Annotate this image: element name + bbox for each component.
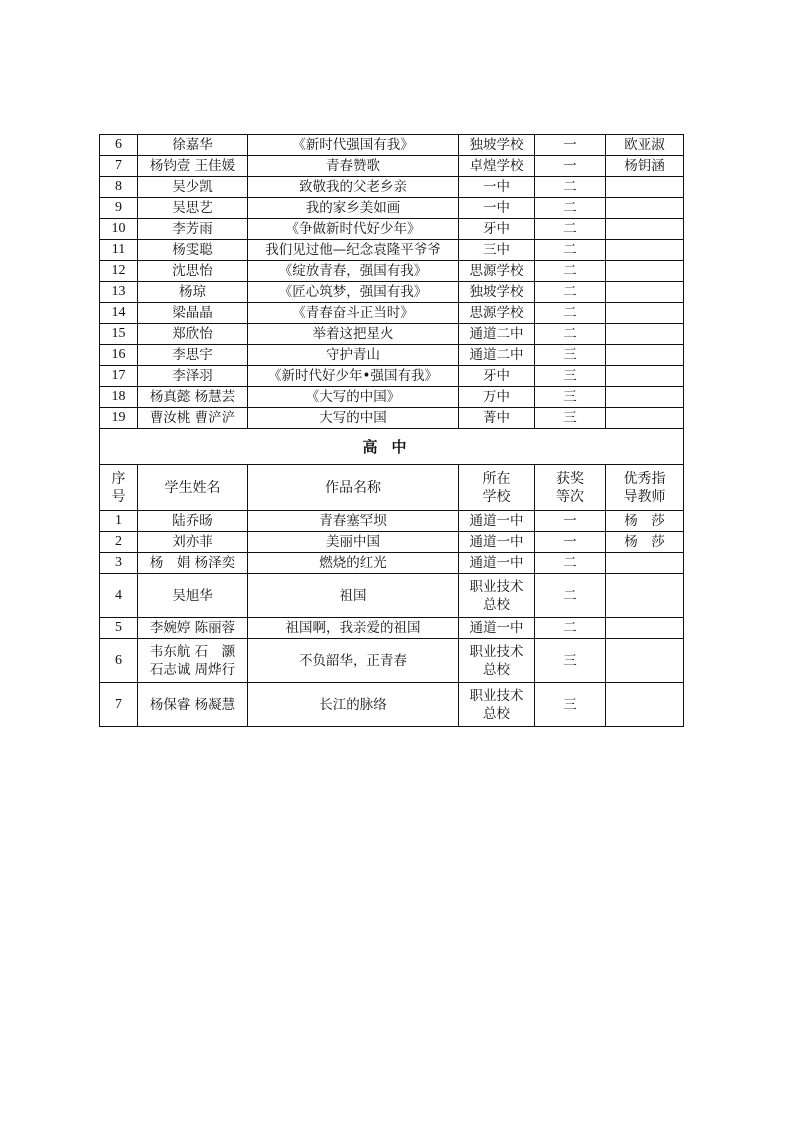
work-title: 我的家乡美如画 [248, 198, 459, 219]
student-name: 杨琼 [138, 282, 248, 303]
school-name: 牙中 [459, 366, 535, 387]
middle-school-rows [100, 135, 684, 429]
work-title: 燃烧的红光 [248, 553, 459, 574]
table-row [100, 532, 684, 553]
school-name: 通道一中 [459, 532, 535, 553]
student-name: 吴旭华 [138, 574, 248, 618]
student-name: 李婉婷 陈丽蓉 [138, 618, 248, 639]
header-rank [535, 465, 606, 511]
school-name: 菁中 [459, 408, 535, 429]
school-name: 一中 [459, 198, 535, 219]
table-row [100, 156, 684, 177]
award-rank: 一 [535, 532, 606, 553]
teacher-name [606, 574, 684, 618]
teacher-name [606, 177, 684, 198]
school-name: 思源学校 [459, 261, 535, 282]
work-title: 不负韶华，正青春 [248, 639, 459, 683]
teacher-name [606, 261, 684, 282]
teacher-name [606, 198, 684, 219]
student-name: 刘亦菲 [138, 532, 248, 553]
award-rank: 二 [535, 198, 606, 219]
student-name: 陆乔旸 [138, 511, 248, 532]
student-name: 沈思怡 [138, 261, 248, 282]
school-name: 牙中 [459, 219, 535, 240]
student-name: 吴思艺 [138, 198, 248, 219]
header-school-line: 学校 [482, 488, 511, 505]
row-number: 19 [100, 408, 138, 429]
school-name: 一中 [459, 177, 535, 198]
student-name: 杨保睿 杨凝慧 [138, 683, 248, 727]
table-row [100, 345, 684, 366]
school-name: 卓煌学校 [459, 156, 535, 177]
row-number: 10 [100, 219, 138, 240]
teacher-name [606, 303, 684, 324]
school-name: 万中 [459, 387, 535, 408]
row-number: 7 [100, 156, 138, 177]
work-title: 举着这把星火 [248, 324, 459, 345]
header-teacher [606, 465, 684, 511]
award-rank: 一 [535, 156, 606, 177]
award-rank: 三 [535, 408, 606, 429]
table-row [100, 135, 684, 156]
header-teacher-line: 导教师 [623, 488, 666, 505]
student-name: 杨钧壹 王佳媛 [138, 156, 248, 177]
school-name-line: 总校 [483, 661, 510, 678]
teacher-name [606, 240, 684, 261]
award-rank: 三 [535, 683, 606, 727]
table-row [100, 408, 684, 429]
school-name [459, 574, 535, 618]
school-name: 独坡学校 [459, 282, 535, 303]
work-title: 祖国 [248, 574, 459, 618]
work-title: 《争做新时代好少年》 [248, 219, 459, 240]
award-rank: 二 [535, 219, 606, 240]
work-title: 《青春奋斗正当时》 [248, 303, 459, 324]
table-row [100, 366, 684, 387]
work-title: 《新时代好少年•强国有我》 [248, 366, 459, 387]
section-title-row [100, 429, 684, 465]
row-number: 4 [100, 574, 138, 618]
table-row [100, 324, 684, 345]
award-rank: 二 [535, 553, 606, 574]
row-number: 7 [100, 683, 138, 727]
header-row [100, 465, 684, 511]
work-title: 守护青山 [248, 345, 459, 366]
award-rank: 二 [535, 240, 606, 261]
row-number: 3 [100, 553, 138, 574]
award-rank: 二 [535, 303, 606, 324]
work-title: 致敬我的父老乡亲 [248, 177, 459, 198]
award-rank: 二 [535, 177, 606, 198]
row-number: 6 [100, 135, 138, 156]
row-number: 1 [100, 511, 138, 532]
school-name [459, 683, 535, 727]
row-number: 18 [100, 387, 138, 408]
table-row [100, 282, 684, 303]
work-title: 长江的脉络 [248, 683, 459, 727]
school-name: 通道二中 [459, 324, 535, 345]
row-number: 15 [100, 324, 138, 345]
student-name: 杨真懿 杨慧芸 [138, 387, 248, 408]
work-title: 青春塞罕坝 [248, 511, 459, 532]
work-title: 美丽中国 [248, 532, 459, 553]
teacher-name [606, 282, 684, 303]
table-row [100, 219, 684, 240]
student-name: 李芳雨 [138, 219, 248, 240]
school-name: 通道一中 [459, 618, 535, 639]
work-title: 《绽放青春，强国有我》 [248, 261, 459, 282]
award-rank: 二 [535, 282, 606, 303]
table-row [100, 553, 684, 574]
work-title: 大写的中国 [248, 408, 459, 429]
row-number: 11 [100, 240, 138, 261]
row-number: 6 [100, 639, 138, 683]
row-number: 17 [100, 366, 138, 387]
section-title: 高中 [100, 429, 684, 465]
work-title: 祖国啊，我亲爱的祖国 [248, 618, 459, 639]
student-name: 杨雯聪 [138, 240, 248, 261]
school-name-line: 职业技术 [469, 578, 524, 595]
header-rank-line: 等次 [556, 488, 584, 505]
award-rank: 三 [535, 345, 606, 366]
student-name: 李泽羽 [138, 366, 248, 387]
award-rank: 二 [535, 324, 606, 345]
header-school-line: 所在 [482, 470, 511, 487]
work-title: 《新时代强国有我》 [248, 135, 459, 156]
school-name [459, 639, 535, 683]
school-name: 思源学校 [459, 303, 535, 324]
award-rank: 一 [535, 511, 606, 532]
row-number: 8 [100, 177, 138, 198]
high-school-section [100, 429, 684, 727]
student-name: 李思宇 [138, 345, 248, 366]
student-name: 徐嘉华 [138, 135, 248, 156]
student-name-line: 石志诚 周烨行 [149, 661, 236, 678]
student-name: 梁晶晶 [138, 303, 248, 324]
school-name: 独坡学校 [459, 135, 535, 156]
work-title: 《匠心筑梦，强国有我》 [248, 282, 459, 303]
header-work: 作品名称 [248, 465, 459, 511]
student-name: 杨 娟 杨泽奕 [138, 553, 248, 574]
school-name: 通道二中 [459, 345, 535, 366]
teacher-name [606, 219, 684, 240]
teacher-name [606, 408, 684, 429]
student-name-line: 韦东航 石 灏 [149, 643, 236, 660]
row-number: 2 [100, 532, 138, 553]
table-row [100, 618, 684, 639]
school-name: 通道一中 [459, 511, 535, 532]
student-name: 吴少凯 [138, 177, 248, 198]
table-row [100, 511, 684, 532]
work-title: 《大写的中国》 [248, 387, 459, 408]
work-title: 我们见过他—纪念袁隆平爷爷 [248, 240, 459, 261]
teacher-name: 杨钥涵 [606, 156, 684, 177]
award-rank: 三 [535, 639, 606, 683]
table-row [100, 574, 684, 618]
row-number: 12 [100, 261, 138, 282]
header-no-line: 号 [111, 488, 126, 505]
teacher-name: 杨 莎 [606, 532, 684, 553]
header-teacher-line: 优秀指 [623, 470, 666, 487]
table-row [100, 261, 684, 282]
school-name-line: 总校 [483, 705, 510, 722]
school-name-line: 总校 [483, 596, 510, 613]
school-name-line: 职业技术 [469, 687, 524, 704]
row-number: 13 [100, 282, 138, 303]
table-row [100, 683, 684, 727]
table-row [100, 177, 684, 198]
teacher-name [606, 618, 684, 639]
header-student: 学生姓名 [138, 465, 248, 511]
school-name-line: 职业技术 [469, 643, 524, 660]
row-number: 14 [100, 303, 138, 324]
teacher-name [606, 639, 684, 683]
table-row [100, 240, 684, 261]
header-no-line: 序 [111, 470, 126, 487]
row-number: 16 [100, 345, 138, 366]
award-rank: 二 [535, 618, 606, 639]
teacher-name [606, 366, 684, 387]
award-rank: 三 [535, 366, 606, 387]
teacher-name: 杨 莎 [606, 511, 684, 532]
student-name: 曹汝桃 曹浐浐 [138, 408, 248, 429]
work-title: 青春赞歌 [248, 156, 459, 177]
row-number: 5 [100, 618, 138, 639]
teacher-name [606, 345, 684, 366]
table-row [100, 387, 684, 408]
student-name: 郑欣怡 [138, 324, 248, 345]
award-rank: 二 [535, 261, 606, 282]
table-row [100, 303, 684, 324]
award-rank: 二 [535, 574, 606, 618]
table-row [100, 198, 684, 219]
teacher-name: 欧亚淑 [606, 135, 684, 156]
header-rank-line: 获奖 [556, 470, 584, 487]
header-school [459, 465, 535, 511]
award-table [99, 134, 684, 727]
award-rank: 一 [535, 135, 606, 156]
teacher-name [606, 683, 684, 727]
teacher-name [606, 553, 684, 574]
row-number: 9 [100, 198, 138, 219]
table-row [100, 639, 684, 683]
header-no [100, 465, 138, 511]
award-rank: 三 [535, 387, 606, 408]
student-name [138, 639, 248, 683]
school-name: 通道一中 [459, 553, 535, 574]
teacher-name [606, 324, 684, 345]
school-name: 三中 [459, 240, 535, 261]
teacher-name [606, 387, 684, 408]
